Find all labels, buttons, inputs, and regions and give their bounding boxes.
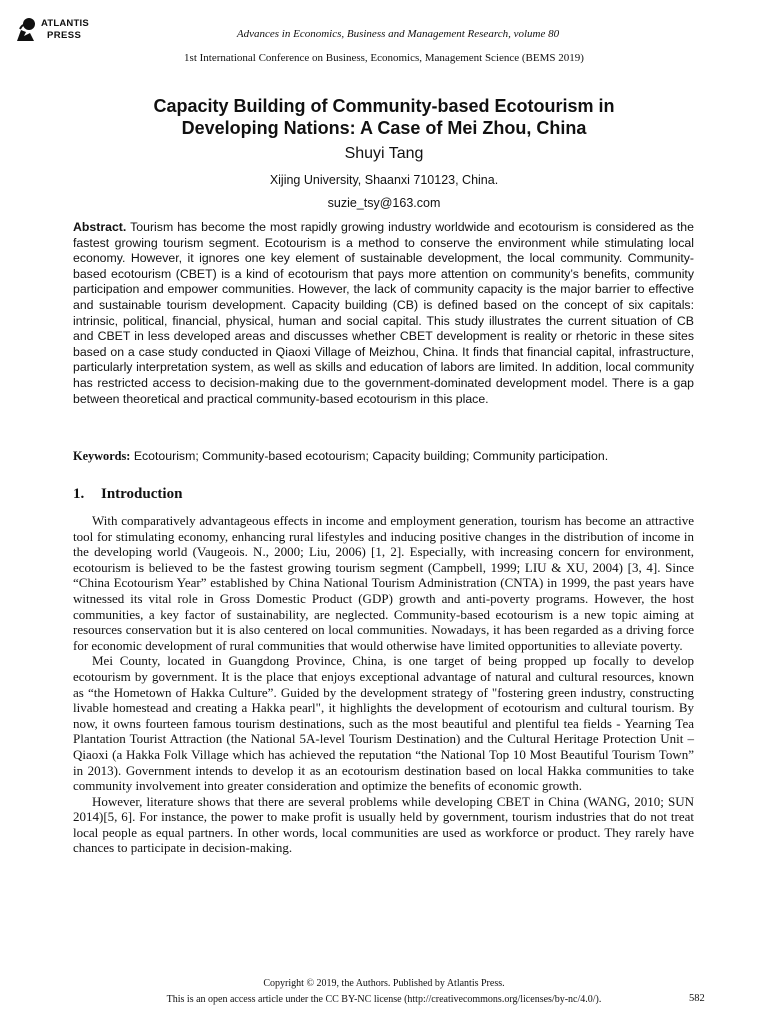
body-paragraph-1: With comparatively advantageous effects in income and employment generation, tourism has become an attractive tool for stimulating economy, enhancing rural lifestyles and inducing positive changes in the distribution of income in the developing world (Vaugeois. N., 2000; Liu, 2006) [1, 2]. Especially, with increasing concern for environment, ecotourism is believed to be the fastest growing tourism segment (Campbell, 1999; LIU & XU, 2004) [3, 4]. Since “China Ecotourism Year” established by China National Tourism Administration (CNTA) in 1999, the past years have witnessed its vital role in Gross Domestic Product (GDP) growth and anti-poverty programs. However, the host communities, a key factor of sustainability, are neglected. Community-based ecotourism is a new topic aiming at resources conservation but it is also centered on local communities. Nowadays, it has been regarded as a driving force for economic development of rural communities that would otherwise have limited opportunities to alleviate poverty. xyxy=(73,513,694,653)
abstract-label: Abstract. xyxy=(73,220,127,234)
keywords-label: Keywords: xyxy=(73,449,131,463)
title-line-2: Developing Nations: A Case of Mei Zhou, China xyxy=(181,118,587,138)
section-body xyxy=(73,513,694,856)
journal-header: Advances in Economics, Business and Management Research, volume 80 xyxy=(236,28,560,40)
section-heading xyxy=(73,486,182,503)
page-number: 582 xyxy=(689,993,705,1004)
body-paragraph-3: However, literature shows that there are several problems while developing CBET in China (WANG, 2010; SUN 2014)[5, 6]. For instance, the power to make profit is usually held by government, tourism industries that do not treat local people as equal partners. In other words, local communities are used as workforce or product. They rarely have chances to participate in decision-making. xyxy=(73,793,694,856)
logo-text-line2: PRESS xyxy=(47,30,82,41)
author-name: Shuyi Tang xyxy=(344,145,424,162)
abstract xyxy=(73,220,694,407)
keywords-text: Ecotourism; Community-based ecotourism; Capacity building; Community participation. xyxy=(133,449,609,463)
logo-text-line1: ATLANTIS xyxy=(41,18,89,29)
paper-title xyxy=(60,95,708,139)
copyright-notice: Copyright © 2019, the Authors. Published by Atlantis Press. xyxy=(263,978,505,989)
abstract-text: Tourism has become the most rapidly growing industry worldwide and ecotourism is considered as the fastest growing tourism segment. Ecotourism is a method to conserve the environment while stimulating local economy. However, it ignores one key element of sustainable development, the local community. Community-based ecotourism (CBET) is a kind of ecotourism that pays more attention on community’s benefits, community participation and empower communities. However, the lack of community capacity is the major barrier to effective and sustainable tourism development. Capacity building (CB) is defined based on the concept of six capitals: intrinsic, political, financial, physical, human and social capital. This study illustrates the current situation of CB and CBET in less developed areas and discusses whether CBET development is reality or rhetoric in these sites based on a case study conducted in Qiaoxi Village of Meizhou, China. It finds that financial capital, infrastructure, particularly interpretation system, as well as skills and education of labors are limited. In addition, local community has restricted access to decision-making due to the government-dominated development model. There is a gap between theoretical and practical community-based ecotourism in this place. xyxy=(73,220,694,406)
conference-header: 1st International Conference on Business, Economics, Management Science (BEMS 2019) xyxy=(184,52,584,64)
keywords xyxy=(73,448,703,464)
section-title: Introduction xyxy=(101,486,183,502)
author-email: suzie_tsy@163.com xyxy=(327,196,441,210)
title-line-1: Capacity Building of Community-based Ecotourism in xyxy=(153,96,615,116)
body-paragraph-2: Mei County, located in Guangdong Province, China, is one target of being propped up focally to develop ecotourism by government. It is the place that enjoys exceptional advantage of natural and cultural resources, known as “the Hometown of Hakka Culture”. Guided by the development strategy of "fostering green industry, constructing livable homestead and creating a Hakka pearl", it highlights the development of ecotourism and cultural tourism. By now, it owns fourteen famous tourism destinations, such as the most beautiful and plentiful tea fields - Yearning Tea Plantation Tourist Attraction (the National 5A-level Tourism Destination) and the Cultural Heritage Protection Unit – Qiaoxi (a Hakka Folk Village which has achieved the reputation “the National Top 10 Most Beautiful Tourism Town” in 2013). Government intends to develop it as an ecotourism destination based on local Hakka communities to take community involvement into greater consideration and optimize the benefits of economic growth. xyxy=(73,653,694,794)
section-number: 1. xyxy=(73,486,85,502)
affiliation: Xijing University, Shaanxi 710123, China. xyxy=(269,173,499,187)
license-notice: This is an open access article under the CC BY-NC license (http://creativecommons.org/licenses/by-nc/4.0/). xyxy=(166,994,602,1005)
